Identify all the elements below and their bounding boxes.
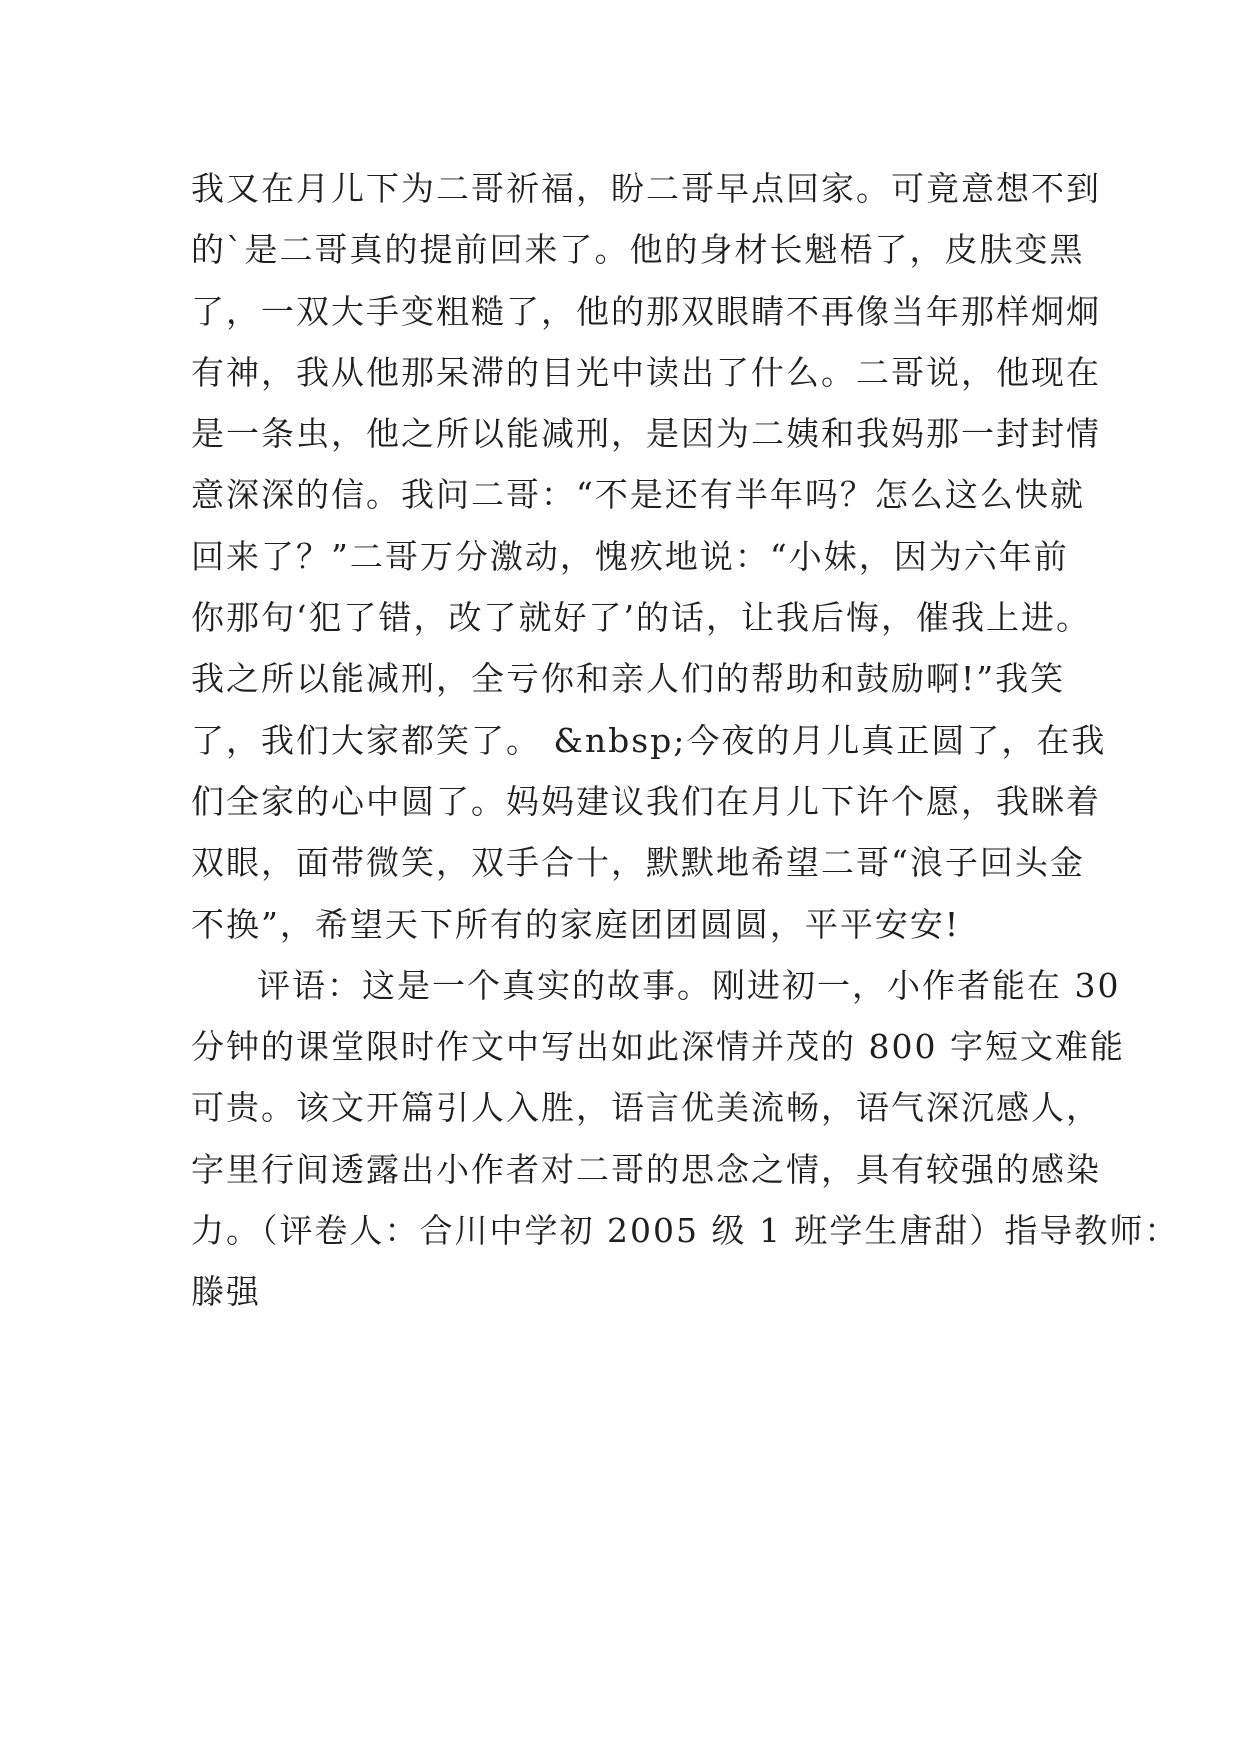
- text-line: 你那句‘犯了错，改了就好了’的话，让我后悔，催我上进。: [191, 598, 1091, 638]
- text-line: 双眼，面带微笑，双手合十，默默地希望二哥“浪子回头金: [191, 843, 1085, 883]
- paragraph-comment: [191, 955, 1180, 1323]
- text-line: 意深深的信。我问二哥：“不是还有半年吗？怎么这么快就: [191, 475, 1085, 515]
- paragraph-story: [191, 158, 1107, 955]
- text-line: 分钟的课堂限时作文中写出如此深情并茂的 800 字短文难能: [191, 1027, 1125, 1067]
- text-line: 回来了？”二哥万分激动，愧疚地说：“小妹，因为六年前: [191, 536, 1069, 576]
- text-line: 我又在月儿下为二哥祈福，盼二哥早点回家。可竟意想不到: [191, 169, 1101, 208]
- text-line: 评语：这是一个真实的故事。刚进初一，小作者能在 30: [257, 965, 1121, 1005]
- text-line: 我之所以能减刑，全亏你和亲人们的帮助和鼓励啊!”我笑: [191, 659, 1066, 699]
- text-line: 字里行间透露出小作者对二哥的思念之情，具有较强的感染: [191, 1149, 1101, 1189]
- text-line: 了，一双大手变粗糙了，他的那双眼睛不再像当年那样炯炯: [191, 291, 1101, 331]
- text-line: 是一条虫，他之所以能减刑，是因为二姨和我妈那一封封情: [191, 414, 1101, 454]
- text-line: 不换”，希望天下所有的家庭团团圆圆，平平安安!: [191, 904, 961, 944]
- text-line: 可贵。该文开篇引人入胜，语言优美流畅，语气深沉感人，: [191, 1088, 1101, 1128]
- text-line: 的`是二哥真的提前回来了。他的身材长魁梧了，皮肤变黑: [191, 230, 1085, 270]
- text-line: 有神，我从他那呆滞的目光中读出了什么。二哥说，他现在: [191, 352, 1101, 392]
- document-body: [191, 158, 1180, 1323]
- text-line: 力。（评卷人：合川中学初 2005 级 1 班学生唐甜）指导教师：: [191, 1211, 1180, 1251]
- text-line: 滕强: [191, 1272, 261, 1312]
- text-line: 们全家的心中圆了。妈妈建议我们在月儿下许个愿，我眯着: [191, 781, 1101, 821]
- text-line: 了，我们大家都笑了。 &nbsp;今夜的月儿真正圆了，在我: [191, 720, 1107, 760]
